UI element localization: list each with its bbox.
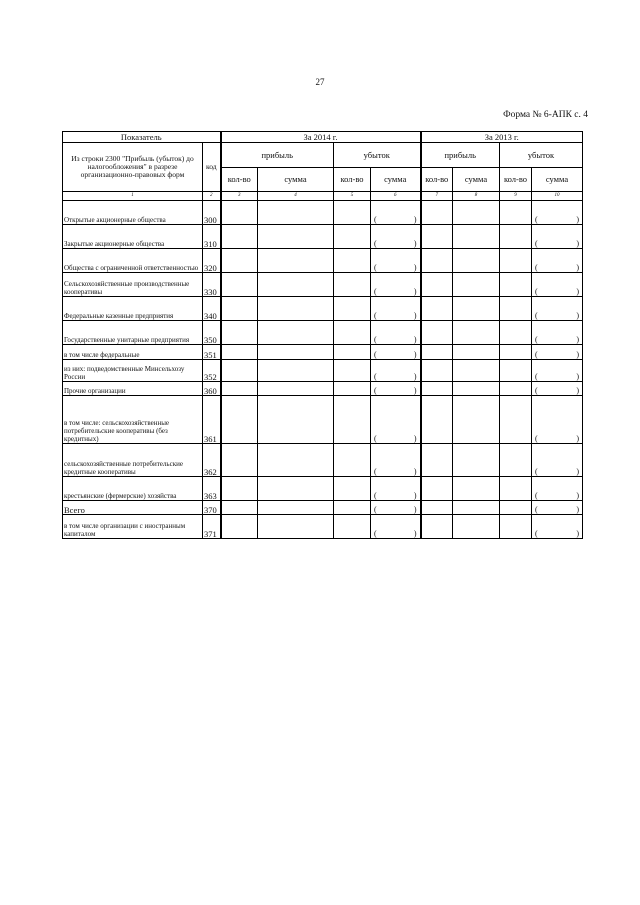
value-cell[interactable] (221, 477, 258, 501)
loss-sum-cell[interactable] (371, 321, 421, 345)
paren-close: ) (576, 434, 579, 443)
row-name: сельскохозяйственные потребительские кредитные кооперативы (63, 444, 203, 477)
table-row (63, 297, 583, 321)
value-cell[interactable] (453, 201, 500, 225)
paren-open: ( (535, 311, 538, 320)
paren-open: ( (535, 386, 538, 395)
column-number: 4 (258, 192, 334, 201)
column-number: 8 (453, 192, 500, 201)
loss-sum-cell[interactable] (532, 273, 583, 297)
row-name: в том числе: сельскохозяйственные потребительские кооперативы (без кредитных) (63, 396, 203, 444)
value-cell[interactable] (221, 396, 258, 444)
value-cell[interactable] (453, 360, 500, 382)
loss-sum-cell[interactable] (371, 477, 421, 501)
header-sum: сумма (258, 168, 334, 192)
column-number: 1 (63, 192, 203, 201)
header-count: кол-во (500, 168, 532, 192)
paren-open: ( (374, 434, 377, 443)
row-name: Федеральные казенные предприятия (63, 297, 203, 321)
column-number: 9 (500, 192, 532, 201)
value-cell[interactable] (334, 444, 371, 477)
row-code: 371 (203, 515, 221, 539)
value-cell[interactable] (334, 345, 371, 360)
row-code: 361 (203, 396, 221, 444)
value-cell[interactable] (334, 249, 371, 273)
header-count: кол-во (421, 168, 453, 192)
row-code: 340 (203, 297, 221, 321)
loss-sum-cell[interactable] (371, 297, 421, 321)
paren-open: ( (535, 287, 538, 296)
column-number: 10 (532, 192, 583, 201)
value-cell[interactable] (500, 249, 532, 273)
loss-sum-cell[interactable] (371, 444, 421, 477)
loss-sum-cell[interactable] (532, 360, 583, 382)
value-cell[interactable] (334, 382, 371, 396)
table-row (63, 382, 583, 396)
value-cell[interactable] (334, 297, 371, 321)
value-cell[interactable] (258, 201, 334, 225)
value-cell[interactable] (334, 501, 371, 515)
value-cell[interactable] (221, 321, 258, 345)
column-number: 2 (203, 192, 221, 201)
value-cell[interactable] (334, 515, 371, 539)
value-cell[interactable] (421, 396, 453, 444)
value-cell[interactable] (421, 225, 453, 249)
value-cell[interactable] (500, 297, 532, 321)
paren-open: ( (535, 263, 538, 272)
value-cell[interactable] (421, 477, 453, 501)
header-profit-2013: прибыль (421, 143, 500, 168)
row-code: 300 (203, 201, 221, 225)
value-cell[interactable] (421, 360, 453, 382)
paren-open: ( (535, 335, 538, 344)
loss-sum-cell[interactable] (371, 345, 421, 360)
paren-close: ) (413, 263, 417, 272)
row-name: Государственные унитарные предприятия (63, 321, 203, 345)
header-indicator: Показатель (63, 132, 221, 143)
paren-close: ) (413, 491, 417, 500)
value-cell[interactable] (221, 360, 258, 382)
value-cell[interactable] (258, 345, 334, 360)
form-label: Форма № 6-АПК с. 4 (503, 110, 588, 120)
paren-open: ( (374, 215, 377, 224)
value-cell[interactable] (258, 360, 334, 382)
paren-open: ( (374, 529, 377, 538)
loss-sum-cell[interactable] (532, 501, 583, 515)
data-rows (63, 201, 583, 539)
value-cell[interactable] (500, 515, 532, 539)
header-loss-2013: убыток (500, 143, 583, 168)
loss-sum-cell[interactable] (371, 501, 421, 515)
value-cell[interactable] (334, 321, 371, 345)
value-cell[interactable] (258, 225, 334, 249)
row-name: Закрытые акционерные общества (63, 225, 203, 249)
paren-close: ) (413, 239, 417, 248)
row-name: в том числе федеральные (63, 345, 203, 360)
paren-close: ) (576, 335, 579, 344)
paren-open: ( (374, 311, 377, 320)
value-cell[interactable] (221, 444, 258, 477)
paren-close: ) (413, 311, 417, 320)
row-code: 363 (203, 477, 221, 501)
table-row (63, 501, 583, 515)
paren-close: ) (413, 505, 417, 514)
paren-close: ) (576, 311, 579, 320)
value-cell[interactable] (258, 249, 334, 273)
value-cell[interactable] (334, 201, 371, 225)
loss-sum-cell[interactable] (532, 201, 583, 225)
row-name: Всего (63, 501, 203, 515)
value-cell[interactable] (500, 225, 532, 249)
value-cell[interactable] (500, 444, 532, 477)
value-cell[interactable] (453, 515, 500, 539)
header-sum: сумма (453, 168, 500, 192)
value-cell[interactable] (453, 225, 500, 249)
paren-open: ( (374, 335, 377, 344)
loss-sum-cell[interactable] (532, 382, 583, 396)
value-cell[interactable] (453, 273, 500, 297)
paren-open: ( (374, 263, 377, 272)
paren-open: ( (535, 491, 538, 500)
value-cell[interactable] (500, 396, 532, 444)
table-row (63, 396, 583, 444)
value-cell[interactable] (500, 501, 532, 515)
report-table (62, 131, 583, 539)
paren-close: ) (576, 215, 579, 224)
paren-open: ( (374, 287, 377, 296)
table-row (63, 360, 583, 382)
value-cell[interactable] (453, 297, 500, 321)
value-cell[interactable] (221, 201, 258, 225)
row-code: 350 (203, 321, 221, 345)
value-cell[interactable] (500, 360, 532, 382)
value-cell[interactable] (453, 382, 500, 396)
value-cell[interactable] (258, 515, 334, 539)
header-code: код (203, 143, 221, 192)
row-code: 330 (203, 273, 221, 297)
paren-open: ( (374, 491, 377, 500)
paren-open: ( (535, 529, 538, 538)
loss-sum-cell[interactable] (532, 345, 583, 360)
row-name: Прочие организации (63, 382, 203, 396)
row-name: в том числе организации с иностранным капиталом (63, 515, 203, 539)
row-name: Сельскохозяйственные производственные кооперативы (63, 273, 203, 297)
row-name: крестьянские (фермерские) хозяйства (63, 477, 203, 501)
paren-open: ( (535, 350, 538, 359)
column-number: 7 (421, 192, 453, 201)
paren-open: ( (374, 505, 377, 514)
paren-close: ) (576, 239, 579, 248)
value-cell[interactable] (421, 201, 453, 225)
loss-sum-cell[interactable] (532, 225, 583, 249)
paren-close: ) (576, 467, 579, 476)
value-cell[interactable] (258, 501, 334, 515)
value-cell[interactable] (334, 360, 371, 382)
value-cell[interactable] (421, 382, 453, 396)
value-cell[interactable] (421, 345, 453, 360)
column-number: 3 (221, 192, 258, 201)
value-cell[interactable] (221, 273, 258, 297)
paren-close: ) (576, 372, 579, 381)
value-cell[interactable] (500, 477, 532, 501)
row-code: 360 (203, 382, 221, 396)
value-cell[interactable] (334, 273, 371, 297)
table-row (63, 321, 583, 345)
paren-close: ) (413, 350, 417, 359)
value-cell[interactable] (500, 273, 532, 297)
value-cell[interactable] (453, 249, 500, 273)
table-row (63, 249, 583, 273)
loss-sum-cell[interactable] (532, 477, 583, 501)
row-code: 352 (203, 360, 221, 382)
page-number: 27 (315, 77, 325, 87)
paren-close: ) (413, 467, 417, 476)
paren-open: ( (374, 350, 377, 359)
value-cell[interactable] (421, 297, 453, 321)
paren-open: ( (535, 215, 538, 224)
header-sum: сумма (371, 168, 421, 192)
value-cell[interactable] (453, 501, 500, 515)
value-cell[interactable] (221, 515, 258, 539)
loss-sum-cell[interactable] (371, 249, 421, 273)
table-row (63, 345, 583, 360)
table-row (63, 225, 583, 249)
value-cell[interactable] (453, 396, 500, 444)
value-cell[interactable] (500, 321, 532, 345)
value-cell[interactable] (334, 477, 371, 501)
loss-sum-cell[interactable] (371, 382, 421, 396)
value-cell[interactable] (221, 225, 258, 249)
paren-close: ) (413, 372, 417, 381)
value-cell[interactable] (453, 477, 500, 501)
table-row (63, 515, 583, 539)
value-cell[interactable] (258, 297, 334, 321)
row-code: 351 (203, 345, 221, 360)
table-row (63, 444, 583, 477)
column-number: 5 (334, 192, 371, 201)
value-cell[interactable] (421, 273, 453, 297)
value-cell[interactable] (258, 321, 334, 345)
value-cell[interactable] (221, 382, 258, 396)
header-sum: сумма (532, 168, 583, 192)
paren-close: ) (413, 215, 417, 224)
paren-close: ) (576, 529, 579, 538)
value-cell[interactable] (334, 396, 371, 444)
table-row (63, 273, 583, 297)
value-cell[interactable] (258, 477, 334, 501)
value-cell[interactable] (421, 501, 453, 515)
table-row (63, 477, 583, 501)
row-code: 370 (203, 501, 221, 515)
value-cell[interactable] (421, 515, 453, 539)
value-cell[interactable] (453, 321, 500, 345)
loss-sum-cell[interactable] (371, 225, 421, 249)
paren-open: ( (535, 467, 538, 476)
value-cell[interactable] (221, 297, 258, 321)
row-name: из них: подведомственные Минсельхозу России (63, 360, 203, 382)
paren-open: ( (535, 434, 538, 443)
row-code: 320 (203, 249, 221, 273)
paren-open: ( (374, 467, 377, 476)
header-loss-2014: убыток (334, 143, 421, 168)
header-year-2014: За 2014 г. (221, 132, 421, 143)
paren-open: ( (535, 505, 538, 514)
header-year-2013: За 2013 г. (421, 132, 583, 143)
loss-sum-cell[interactable] (371, 515, 421, 539)
header-profit-2014: прибыль (221, 143, 334, 168)
paren-open: ( (374, 239, 377, 248)
row-name: Открытые акционерные общества (63, 201, 203, 225)
paren-close: ) (413, 386, 417, 395)
value-cell[interactable] (500, 201, 532, 225)
value-cell[interactable] (334, 225, 371, 249)
header-count: кол-во (221, 168, 258, 192)
paren-open: ( (374, 386, 377, 395)
paren-close: ) (576, 287, 579, 296)
loss-sum-cell[interactable] (371, 201, 421, 225)
loss-sum-cell[interactable] (371, 360, 421, 382)
value-cell[interactable] (258, 273, 334, 297)
column-number: 6 (371, 192, 421, 201)
value-cell[interactable] (258, 444, 334, 477)
value-cell[interactable] (500, 345, 532, 360)
value-cell[interactable] (421, 321, 453, 345)
value-cell[interactable] (221, 345, 258, 360)
value-cell[interactable] (421, 249, 453, 273)
value-cell[interactable] (258, 382, 334, 396)
value-cell[interactable] (421, 444, 453, 477)
loss-sum-cell[interactable] (532, 249, 583, 273)
paren-open: ( (374, 372, 377, 381)
paren-close: ) (576, 491, 579, 500)
header-count: кол-во (334, 168, 371, 192)
loss-sum-cell[interactable] (532, 515, 583, 539)
paren-close: ) (413, 287, 417, 296)
loss-sum-cell[interactable] (532, 297, 583, 321)
loss-sum-cell[interactable] (532, 321, 583, 345)
loss-sum-cell[interactable] (371, 273, 421, 297)
paren-close: ) (576, 350, 579, 359)
value-cell[interactable] (221, 501, 258, 515)
value-cell[interactable] (258, 396, 334, 444)
paren-close: ) (576, 386, 579, 395)
paren-close: ) (413, 434, 417, 443)
row-code: 310 (203, 225, 221, 249)
paren-close: ) (413, 335, 417, 344)
paren-open: ( (535, 372, 538, 381)
value-cell[interactable] (453, 345, 500, 360)
paren-close: ) (576, 505, 579, 514)
paren-close: ) (413, 529, 417, 538)
row-code: 362 (203, 444, 221, 477)
row-name: Общества с ограниченной ответственностью (63, 249, 203, 273)
paren-close: ) (576, 263, 579, 272)
value-cell[interactable] (453, 444, 500, 477)
table-row (63, 201, 583, 225)
loss-sum-cell[interactable] (532, 444, 583, 477)
loss-sum-cell[interactable] (532, 396, 583, 444)
value-cell[interactable] (500, 382, 532, 396)
value-cell[interactable] (221, 249, 258, 273)
loss-sum-cell[interactable] (371, 396, 421, 444)
header-indicator-desc: Из строки 2300 "Прибыль (убыток) до налогообложения" в разрезе организационно-правовых форм (63, 143, 203, 192)
paren-open: ( (535, 239, 538, 248)
